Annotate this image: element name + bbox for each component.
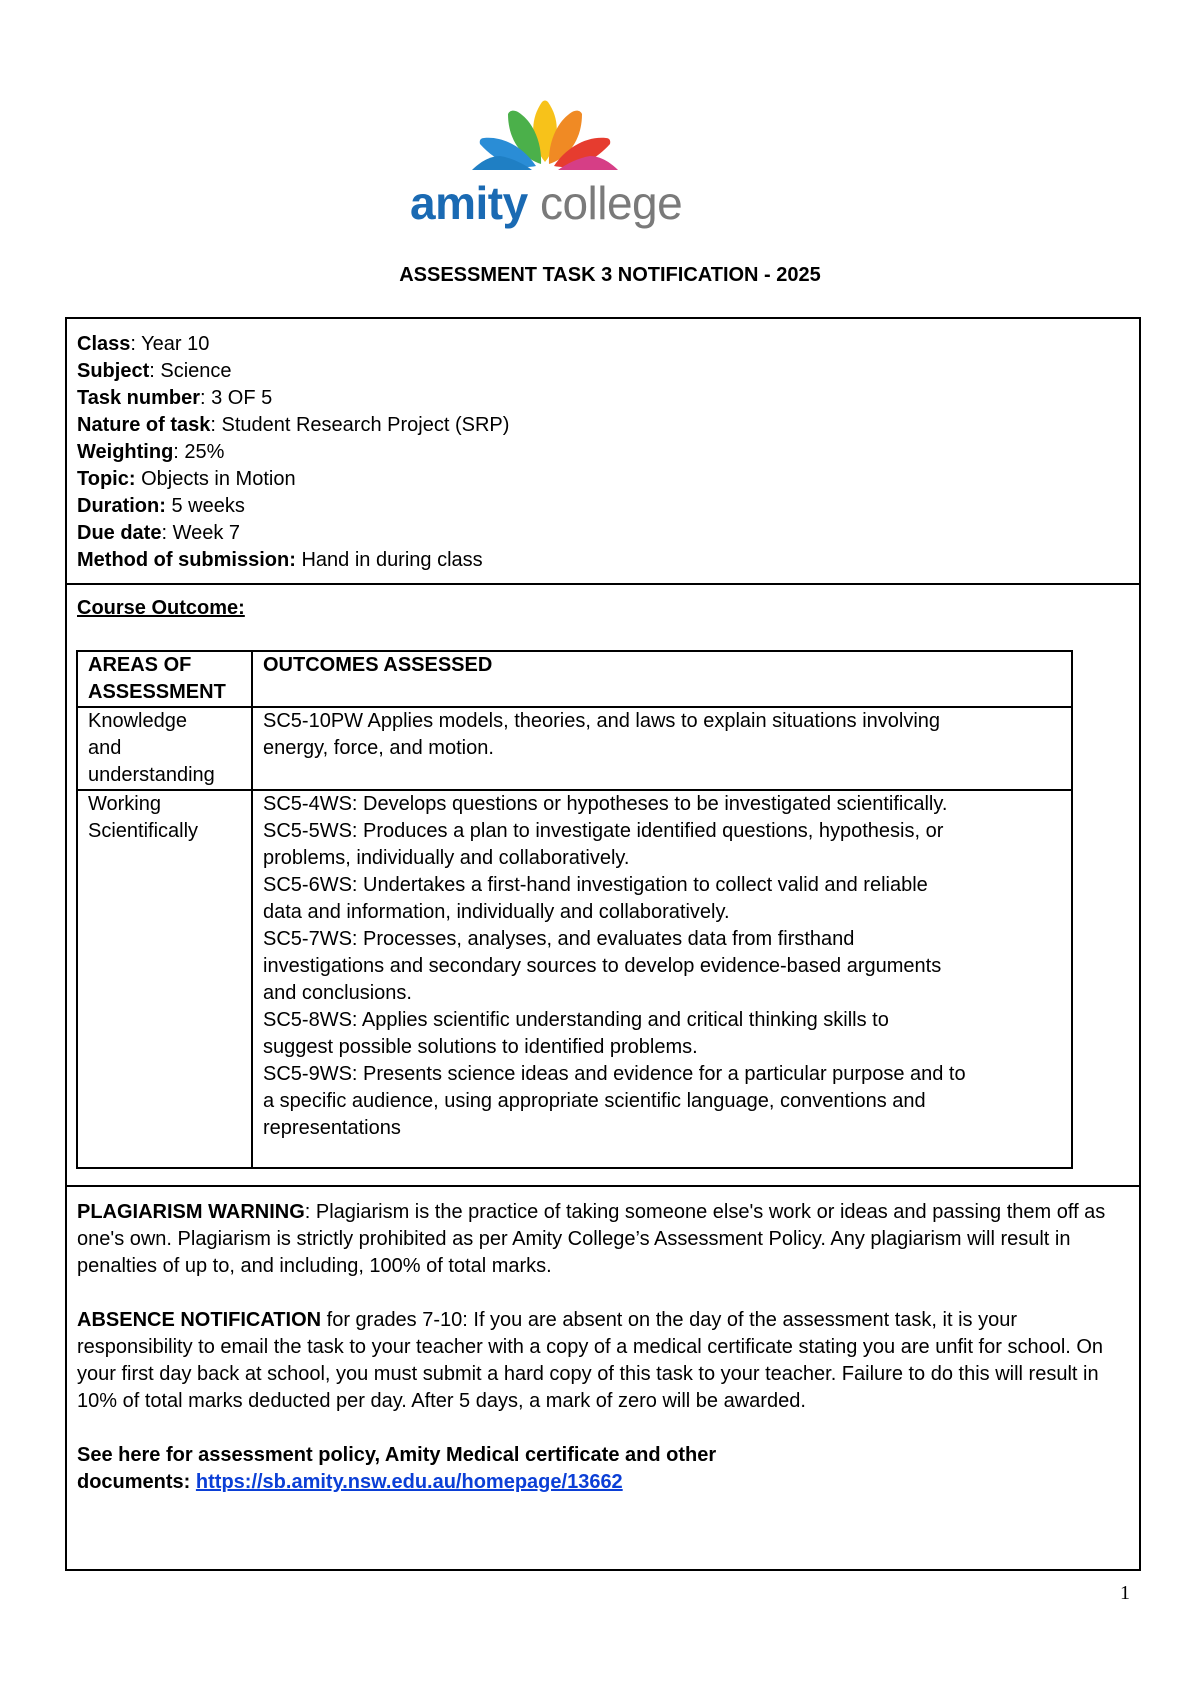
page-title: ASSESSMENT TASK 3 NOTIFICATION - 2025 — [399, 264, 821, 286]
outcome-working-scientifically-cell: SC5-4WS: Develops questions or hypotheses to be investigated scientifically. SC5-5WS: Produces a plan to investigate identified questions, hypothesis, or problems, individually and collaboratively. SC5-6WS: Undertakes a first-hand investigation to collect valid and reliable data and information, individually and collaboratively. SC5-7WS: Processes, analyses, and evaluates data from firsthand investigations and secondary sources to develop evidence-based arguments and conclusions. SC5-8WS: Applies scientific understanding and critical thinking skills to suggest possible solutions to identified problems. SC5-9WS: Presents science ideas and evidence for a particular purpose and to a specific audience, using appropriate scientific language, conventions and representations — [252, 790, 1072, 1168]
weighting-row: Weighting: 25% — [77, 441, 225, 463]
due-date-row: Due date: Week 7 — [77, 522, 241, 544]
method-of-submission-row: Method of submission: Hand in during class — [77, 549, 483, 571]
plagiarism-warning: PLAGIARISM WARNING: Plagiarism is the practice of taking someone else's work or ideas and passing them off as one's own. Plagiarism is strictly prohibited as per Amity College’s Assessment Policy. Any plagiarism will result in penalties of up to, and including, 100% of total marks. — [77, 1201, 1106, 1277]
outcomes-table — [76, 650, 1073, 1169]
page-number: 1 — [1120, 1582, 1130, 1604]
table-row — [77, 790, 1072, 1168]
task-number-row: Task number: 3 OF 5 — [77, 387, 273, 409]
section-divider — [67, 583, 1139, 585]
duration-row: Duration: 5 weeks — [77, 495, 245, 517]
section-divider — [67, 1185, 1139, 1187]
table-row — [77, 707, 1072, 790]
header-areas-of-assessment: AREAS OF ASSESSMENT — [77, 651, 252, 707]
topic-row: Topic: Objects in Motion — [77, 468, 296, 490]
area-working-scientifically-cell: Working Scientifically — [77, 790, 252, 1168]
logo-word-college: college — [539, 177, 683, 229]
school-logo — [410, 100, 690, 235]
assessment-policy-link[interactable]: https://sb.amity.nsw.edu.au/homepage/13662 — [195, 1471, 623, 1493]
subject-row: Subject: Science — [77, 360, 232, 382]
header-outcomes-assessed: OUTCOMES ASSESSED — [252, 651, 1072, 707]
class-row: Class: Year 10 — [77, 333, 210, 355]
course-outcome-heading: Course Outcome: — [77, 597, 245, 619]
outcome-knowledge-cell: SC5-10PW Applies models, theories, and laws to explain situations involving energy, force, and motion. — [252, 707, 1072, 790]
nature-of-task-row: Nature of task: Student Research Project (SRP) — [77, 414, 510, 436]
lotus-flower-icon — [470, 100, 620, 172]
policy-links: See here for assessment policy, Amity Medical certificate and other documents: https://sb.amity.nsw.edu.au/homepage/13662 — [77, 1444, 717, 1493]
task-info — [77, 331, 509, 574]
table-header-row — [77, 651, 1072, 707]
logo-word-amity: amity — [410, 177, 528, 229]
assessment-details-frame — [65, 317, 1141, 1571]
notices-section — [77, 1199, 1127, 1523]
absence-notification: ABSENCE NOTIFICATION for grades 7-10: If you are absent on the day of the assessment task, it is your responsibility to email the task to your teacher with a copy of a medical certificate stating you are unfit for school. On your first day back at school, you must submit a hard copy of this task to your teacher. Failure to do this will result in 10% of total marks deducted per day. After 5 days, a mark of zero will be awarded. — [77, 1309, 1104, 1412]
area-knowledge-cell: Knowledge and understanding — [77, 707, 252, 790]
